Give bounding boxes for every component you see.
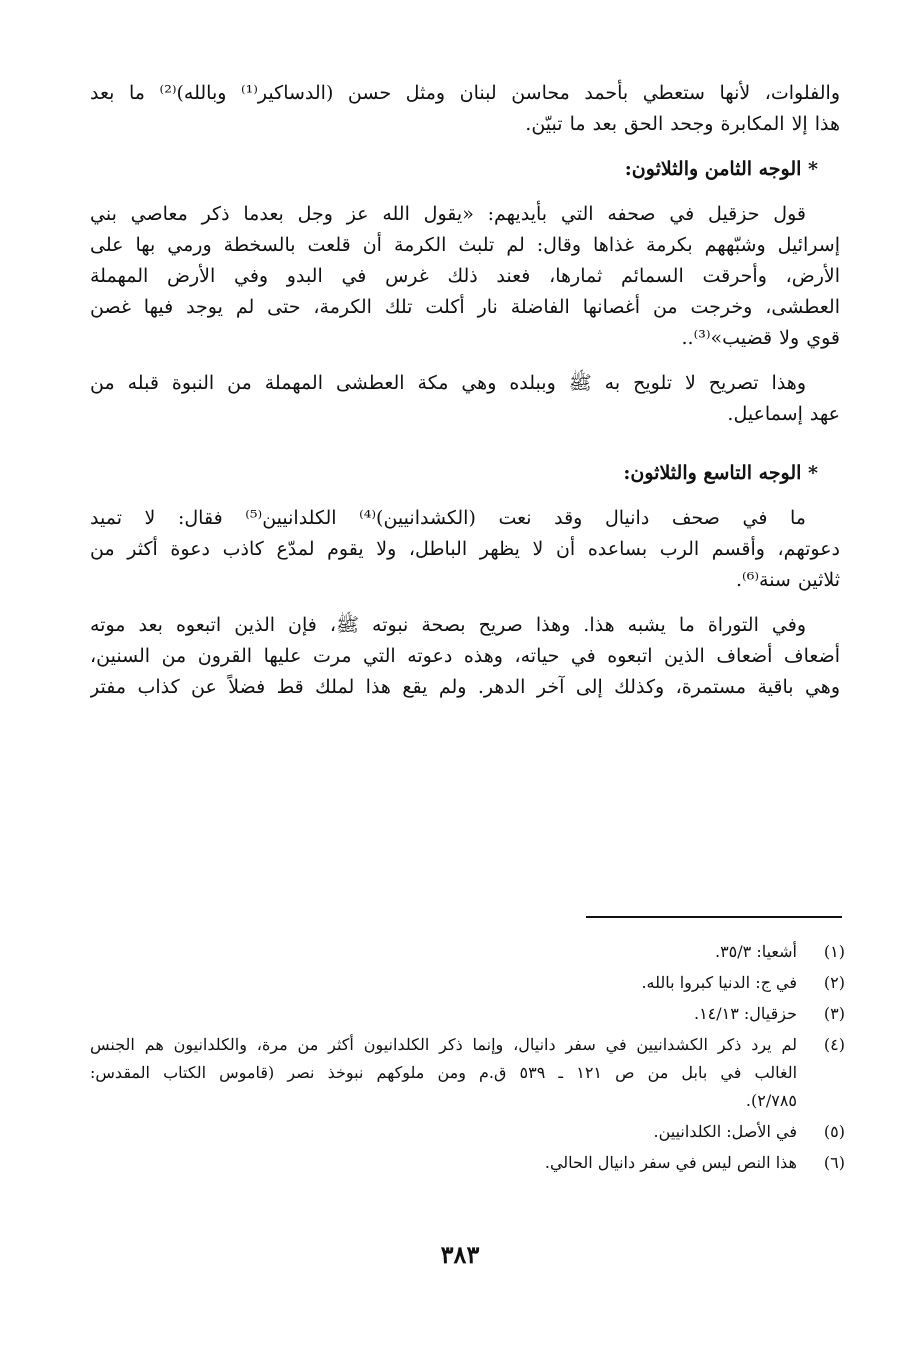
main-text: [90, 78, 840, 717]
text-line: والفلوات، لأنها ستعطي بأحمد محاسن لبنان ومثل حسن (الدساكير⁽¹⁾ وبالله)⁽²⁾ ما بعد: [90, 82, 840, 104]
footnote-text: [90, 938, 797, 966]
text-line: وهي باقية مستمرة، وكذلك إلى آخر الدهر. ولم يقع هذا لملك قط فضلاً عن كذاب مفتر: [90, 676, 840, 698]
text-line: وهذا تصريح لا تلويح به ﷺ وببلده وهي مكة العطشى المهملة من النبوة قبله من: [90, 372, 806, 394]
footnote-number: (٤): [823, 1035, 845, 1054]
text-line: هذا إلا المكابرة وجحد الحق بعد ما تبيّن.: [525, 113, 840, 135]
text-line: عهد إسماعيل.: [727, 403, 840, 425]
section-heading-39: * الوجه التاسع والثلاثون:: [623, 462, 818, 484]
footnote-text: [90, 1000, 797, 1028]
footnote-number: (٥): [823, 1122, 845, 1141]
footnote-number: (٢): [823, 973, 845, 992]
footnote-number: (٦): [823, 1153, 845, 1172]
paragraph-2: [90, 199, 840, 354]
page-number: ٣٨٣: [440, 1240, 480, 1269]
footnote-3: [90, 1000, 845, 1028]
footnote-line: أشعيا: ٣٥/٣.: [714, 942, 797, 961]
footnote-text: [90, 1031, 797, 1115]
text-line: إسرائيل وشبّههم بكرمة غذاها وقال: لم تلبث الكرمة أن قلعت بالسخطة ورمي بها على: [90, 234, 840, 256]
footnote-line: في الأصل: الكلدانيين.: [653, 1122, 797, 1141]
paragraph-4: [90, 503, 840, 596]
footnote-1: [90, 938, 845, 966]
footnote-text: [90, 1149, 797, 1177]
paragraph-1: [90, 78, 840, 140]
footnote-line: هذا النص ليس في سفر دانيال الحالي.: [544, 1153, 797, 1172]
footnote-2: [90, 969, 845, 997]
footnote-text: [90, 1118, 797, 1146]
footnote-text: [90, 969, 797, 997]
footnote-number: (١): [823, 942, 845, 961]
footnote-line: حزقيال: ١٤/١٣.: [693, 1004, 797, 1023]
text-line: قول حزقيل في صحفه التي بأيديهم: «يقول الله عز وجل بعدما ذكر معاصي بني: [90, 203, 806, 225]
text-line: وفي التوراة ما يشبه هذا. وهذا صريح بصحة نبوته ﷺ، فإن الذين اتبعوه بعد موته: [90, 614, 806, 636]
paragraph-3: [90, 368, 840, 430]
footnote-line: لم يرد ذكر الكشدانيين في سفر دانيال، وإنما ذكر الكلدانيون أكثر من مرة، والكلدانيون هم الجنس: [90, 1035, 797, 1054]
text-line: دعوتهم، وأقسم الرب بساعده أن لا يظهر الباطل، ولا يقوم لمدّع كاذب دعوة أكثر من: [90, 538, 840, 560]
paragraph-5: [90, 610, 840, 703]
footnote-line: الغالب في بابل من ص ١٢١ ـ ٥٣٩ ق.م ومن ملوكهم نبوخذ نصر (قاموس الكتاب المقدس:: [90, 1063, 797, 1082]
footnote-number: (٣): [823, 1004, 845, 1023]
footnotes: [90, 938, 845, 1180]
text-line: ثلاثين سنة⁽⁶⁾.: [736, 569, 840, 591]
footnote-6: [90, 1149, 845, 1177]
text-line: قوي ولا قضيب»⁽³⁾..: [681, 327, 840, 349]
text-line: الأرض، وأحرقت السمائم ثمارها، فعند ذلك غرس في البدو وفي الأرض المهملة: [90, 265, 840, 287]
footnote-5: [90, 1118, 845, 1146]
section-heading-38: * الوجه الثامن والثلاثون:: [624, 158, 818, 180]
footnote-line: في ج: الدنيا كبروا بالله.: [641, 973, 797, 992]
footnote-4: [90, 1031, 845, 1115]
footnote-divider: [586, 916, 842, 918]
text-line: أضعاف أضعاف الذين اتبعوه في حياته، وهذه دعوته التي مرت عليها القرون من السنين،: [90, 645, 840, 667]
footnote-line: ٢/٧٨٥).: [745, 1091, 797, 1110]
text-line: العطشى، وخرجت من أغصانها الفاضلة نار أكلت تلك الكرمة، حتى لم يوجد فيها غصن: [90, 296, 840, 318]
text-line: ما في صحف دانيال وقد نعت (الكشدانيين)⁽⁴⁾ الكلدانيين⁽⁵⁾ فقال: لا تميد: [90, 507, 806, 529]
